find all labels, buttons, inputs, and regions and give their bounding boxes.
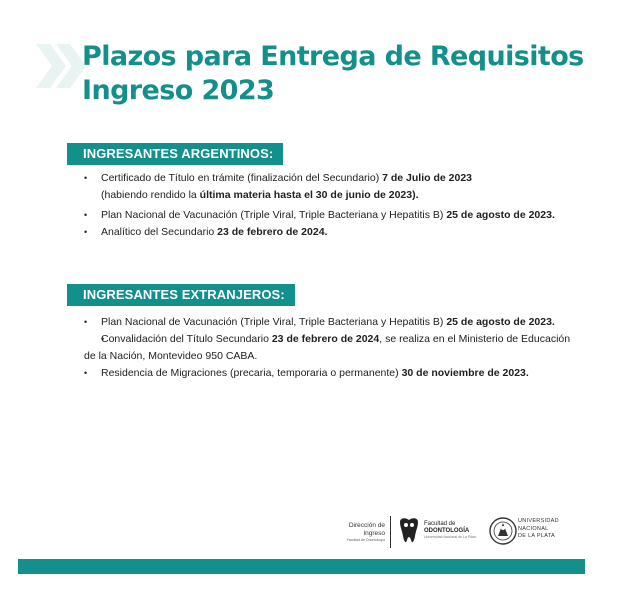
divider bbox=[390, 516, 391, 548]
item-text: Plan Nacional de Vacunación (Triple Viral, Triple Bacteriana y Hepatitis B) bbox=[101, 209, 447, 221]
unlp-logo-text bbox=[518, 518, 559, 541]
page-title bbox=[82, 40, 584, 108]
item-date: 30 de noviembre de 2023. bbox=[401, 367, 529, 379]
facultad-line-2: ODONTOLOGÍA bbox=[424, 528, 470, 534]
university-seal-icon bbox=[488, 514, 518, 548]
unlp-line-2: NACIONAL bbox=[518, 525, 549, 532]
title-line-2: Ingreso 2023 bbox=[82, 75, 275, 106]
item-text: Certificado de Título en trámite (finalización del Secundario) bbox=[101, 172, 383, 184]
list-item bbox=[84, 170, 574, 187]
tooth-logo-icon bbox=[396, 516, 422, 546]
facultad-line-1: Facultad de bbox=[424, 521, 456, 527]
unlp-line-1: UNIVERSIDAD bbox=[518, 518, 559, 524]
item-date: 7 de Julio de 2023 bbox=[382, 172, 473, 184]
footer-logos bbox=[330, 512, 570, 552]
section-heading-extranjeros: INGRESANTES EXTRANJEROS: bbox=[67, 284, 295, 306]
item-date: 25 de agosto de 2023. bbox=[446, 316, 555, 328]
list-item bbox=[84, 331, 574, 365]
list-item bbox=[84, 224, 574, 241]
item-text: Analítico del Secundario bbox=[101, 226, 218, 238]
division-sub: Facultad de Odontología bbox=[346, 538, 385, 542]
list-item bbox=[84, 314, 574, 331]
facultad-line-3: Universidad Nacional de La Plata bbox=[424, 535, 476, 539]
item-text: (habiendo rendido la bbox=[101, 189, 200, 201]
list-item bbox=[84, 365, 574, 382]
item-text: Convalidación del Título Secundario bbox=[101, 333, 272, 345]
item-date: última materia hasta el 30 de junio de 2023). bbox=[199, 189, 419, 201]
list-item bbox=[84, 207, 574, 224]
item-text: Plan Nacional de Vacunación (Triple Viral, Triple Bacteriana y Hepatitis B) bbox=[101, 316, 447, 328]
item-text: Residencia de Migraciones (precaria, temporaria o permanente) bbox=[101, 367, 402, 379]
list-item bbox=[84, 187, 574, 204]
item-date: 25 de agosto de 2023. bbox=[446, 209, 555, 221]
direccion-ingreso-logo bbox=[330, 522, 385, 543]
unlp-line-3: DE LA PLATA bbox=[518, 533, 556, 539]
item-date: 23 de febrero de 2024. bbox=[217, 226, 328, 238]
facultad-logo-text bbox=[424, 521, 476, 540]
section-heading-argentinos: INGRESANTES ARGENTINOS: bbox=[67, 143, 283, 165]
item-text-cont: , se realiza en el Ministerio de Educación de la Nación, Montevideo 950 CABA. bbox=[84, 333, 571, 362]
division-name: Dirección de Ingreso bbox=[348, 522, 385, 537]
item-date: 23 de febrero de 2024 bbox=[271, 333, 380, 345]
footer-bar bbox=[18, 559, 585, 574]
title-line-1: Plazos para Entrega de Requisitos bbox=[82, 41, 584, 72]
argentinos-list bbox=[84, 170, 574, 241]
extranjeros-list bbox=[84, 314, 574, 382]
